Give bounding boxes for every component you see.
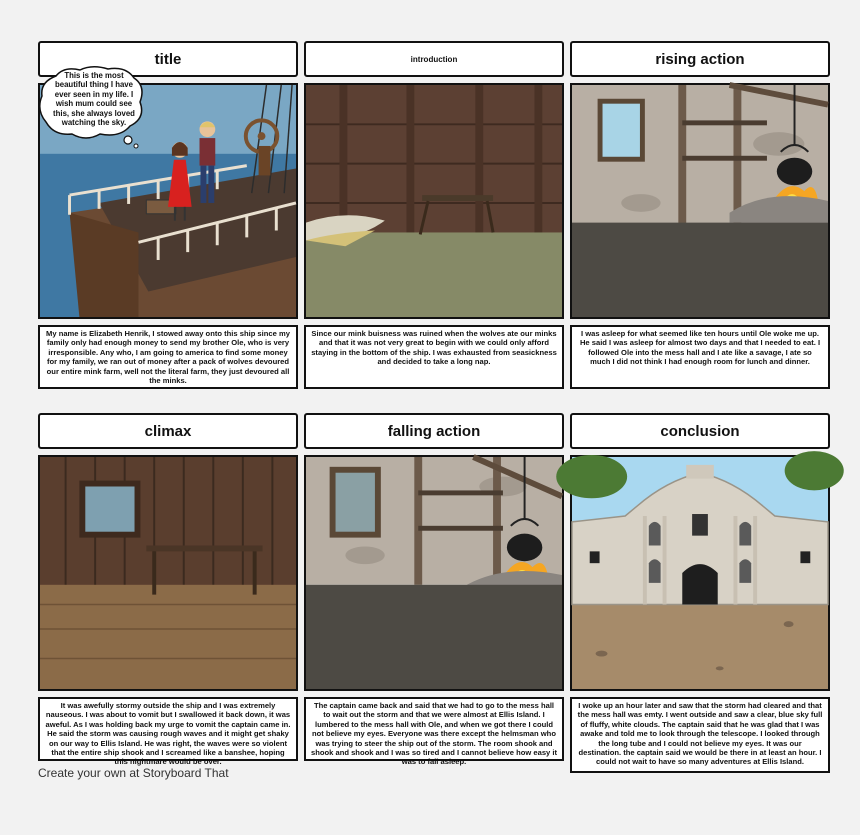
panel-4-title: climax xyxy=(38,413,298,449)
panel-5-title: falling action xyxy=(304,413,564,449)
storyboard-footer[interactable]: Create your own at Storyboard That xyxy=(38,766,229,780)
panel-1-caption: My name is Elizabeth Henrik, I stowed away onto this ship since my family only had enough money to send my brother Ole, who is very irresponsible. Any who, I am going to america to find some money for my family, we ran out of money after a pack of wolves devoured our entire mink farm, well not the literal farm, they just devoured all the minks. xyxy=(38,325,298,389)
panel-2-title: introduction xyxy=(304,41,564,77)
panel-3-scene-mess-hall xyxy=(570,83,830,319)
panel-2-scene-ship-hold xyxy=(304,83,564,319)
panel-3-caption: I was asleep for what seemed like ten hours until Ole woke me up. He said I was asleep for almost two days and that I needed to eat. I followed Ole into the mess hall and I ate like a savage, I ate so much I did not think I had enough room for lunch and dinner. xyxy=(570,325,830,389)
panel-5-scene-mess-hall xyxy=(304,455,564,691)
panel-4-caption: It was awefully stormy outside the ship and I was extremely nauseous. I was about to vomit but I swallowed it back down, it was aweful. As I was holding back my urge to vomit the captain came in. He said the storm was causing rough waves and it might get shaky on our way to Ellis Island. He was right, the waves were so violent that the entire ship shook and I screamed like a banshee, hoping this nightmare would be over. xyxy=(38,697,298,761)
panel-3-title: rising action xyxy=(570,41,830,77)
panel-6-caption: I woke up an hour later and saw that the storm had cleared and that the mess hall was emty. I went outside and saw a clear, blue sky full of fluffy, white clouds. The captain said that he was glad that I was awake and told me to look through the telescope. I looked through the long tube and I could not believe my eyes. It was our destination. the captain said we would be there in at least an hour. I could not wait to have so many adventures at Ellis Island. xyxy=(570,697,830,773)
panel-6-title: conclusion xyxy=(570,413,830,449)
panel-4-scene-cabin xyxy=(38,455,298,691)
panel-6-scene-mission-building xyxy=(570,455,830,691)
panel-2-caption: Since our mink buisness was ruined when the wolves ate our minks and that it was not very great to begin with we could only afford staying in the bottom of the ship. I was exhausted from seasickness and decided to take a long nap. xyxy=(304,325,564,389)
panel-5-caption: The captain came back and said that we had to go to the mess hall to wait out the storm and that we were almost at Ellis Island. I lumbered to the mess hall with Ole, and when we got there I could not believe my eyes. Everyone was there except the helmsman who was trying to steer the ship out of the storm. The room shook and shook and shook and I was so tired and I cannot believe how easy it was to fall asleep. xyxy=(304,697,564,761)
panel-1-title: title xyxy=(38,41,298,77)
speech-bubble-text: This is the most beautiful thing I have ever seen in my life. I wish mum could see this, she always loved watching the sky. xyxy=(53,71,135,128)
